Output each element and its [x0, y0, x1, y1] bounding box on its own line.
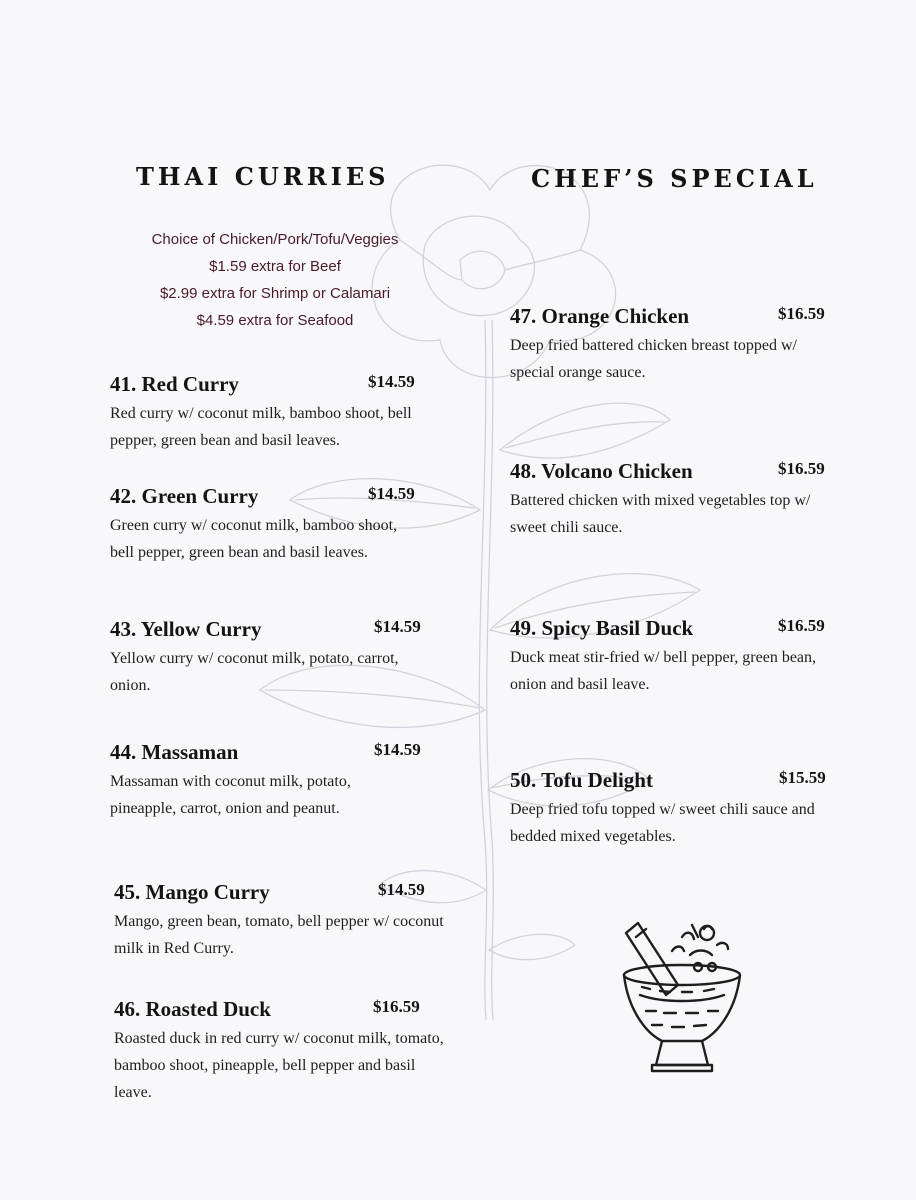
- item-description: Deep fried tofu topped w/ sweet chili sauce and bedded mixed vegetables.: [510, 801, 815, 845]
- item-description: Roasted duck in red curry w/ coconut milk, tomato, bamboo shoot, pineapple, bell pepper and basil leave.: [114, 1030, 444, 1101]
- item-price: $16.59: [373, 997, 420, 1016]
- thai-curries-title: THAI CURRIES: [136, 162, 390, 191]
- item-description: Yellow curry w/ coconut milk, potato, carrot, onion.: [110, 650, 399, 694]
- item-name: 46. Roasted Duck: [114, 997, 271, 1021]
- item-description: Green curry w/ coconut milk, bamboo shoot, bell pepper, green bean and basil leaves.: [110, 517, 398, 561]
- item-price: $14.59: [374, 617, 421, 636]
- item-name: 43. Yellow Curry: [110, 617, 262, 641]
- item-description: Deep fried battered chicken breast topped w/ special orange sauce.: [510, 337, 797, 381]
- item-name: 49. Spicy Basil Duck: [510, 616, 694, 640]
- item-name: 45. Mango Curry: [114, 880, 270, 904]
- choice-line: Choice of Chicken/Pork/Tofu/Veggies: [151, 231, 399, 248]
- item-price: $16.59: [778, 459, 825, 478]
- item-description: Battered chicken with mixed vegetables top w/ sweet chili sauce.: [510, 492, 811, 536]
- chefs-special-title: CHEF’S SPECIAL: [531, 164, 818, 193]
- choice-line: $2.99 extra for Shrimp or Calamari: [159, 285, 391, 302]
- item-name: 47. Orange Chicken: [510, 304, 690, 328]
- item-name: 44. Massaman: [110, 740, 239, 764]
- item-price: $14.59: [374, 740, 421, 759]
- choice-line: $4.59 extra for Seafood: [196, 312, 354, 329]
- item-price: $16.59: [778, 304, 825, 323]
- item-price: $14.59: [368, 372, 415, 391]
- mortar-and-pestle-icon: [612, 915, 752, 1080]
- item-description: Duck meat stir-fried w/ bell pepper, green bean, onion and basil leave.: [510, 649, 817, 693]
- item-description: Mango, green bean, tomato, bell pepper w/ coconut milk in Red Curry.: [114, 913, 444, 957]
- item-description: Massaman with coconut milk, potato, pineapple, carrot, onion and peanut.: [110, 773, 351, 817]
- item-price: $16.59: [778, 616, 825, 635]
- item-name: 41. Red Curry: [110, 372, 239, 396]
- item-price: $14.59: [378, 880, 425, 899]
- item-price: $14.59: [368, 484, 415, 503]
- item-name: 42. Green Curry: [110, 484, 259, 508]
- item-price: $15.59: [779, 768, 826, 787]
- item-description: Red curry w/ coconut milk, bamboo shoot, bell pepper, green bean and basil leaves.: [110, 405, 412, 449]
- choice-line: $1.59 extra for Beef: [209, 258, 341, 275]
- curry-protein-choices: [100, 226, 450, 334]
- item-name: 48. Volcano Chicken: [510, 459, 693, 483]
- item-name: 50. Tofu Delight: [510, 768, 653, 792]
